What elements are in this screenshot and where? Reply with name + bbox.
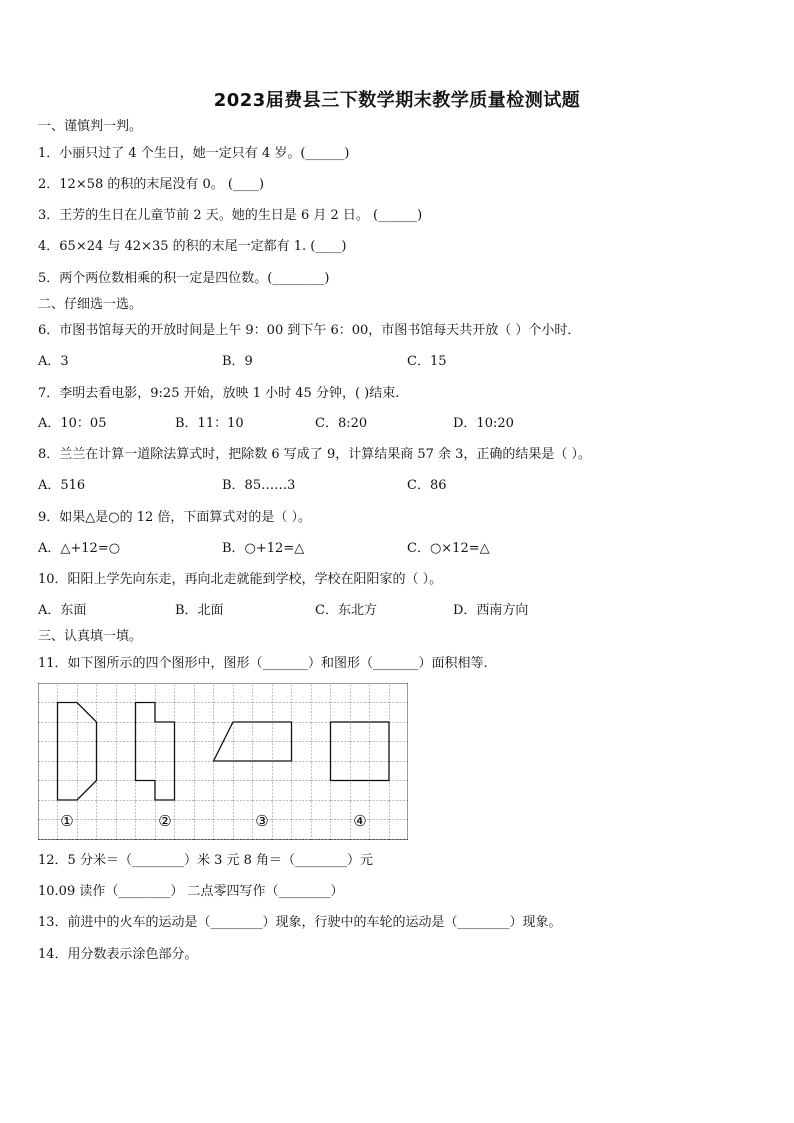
question-8: 8．兰兰在计算一道除法算式时，把除数 6 写成了 9，计算结果商 57 余 3，正确的结果是（ ）。 xyxy=(38,447,592,462)
question-14: 14．用分数表示涂色部分。 xyxy=(38,947,198,962)
question-4: 4．65×24 与 42×35 的积的末尾一定都有 1. (____) xyxy=(38,239,347,254)
section-heading-choose: 二、仔细选一选。 xyxy=(38,297,143,312)
question-9: 9．如果△是○的 12 倍，下面算式对的是（ ）。 xyxy=(38,510,312,525)
question-13: 13．前进中的火车的运动是（________）现象，行驶中的车轮的运动是（________）现象。 xyxy=(38,915,562,930)
q11-grid-figure xyxy=(38,683,408,840)
section-heading-fill: 三、认真填一填。 xyxy=(38,629,143,644)
q7-option-a: A．10：05 xyxy=(38,416,107,431)
q8-option-a: A．516 xyxy=(38,478,86,493)
shape-label-1: ① xyxy=(60,812,74,830)
question-3: 3．王芳的生日在儿童节前 2 天。她的生日是 6 月 2 日。 (______) xyxy=(38,208,423,223)
q6-option-c: C．15 xyxy=(407,354,447,369)
q10-option-d: D．西南方向 xyxy=(453,603,529,618)
q10-option-c: C．东北方 xyxy=(315,603,377,618)
section-heading-judge: 一、谨慎判一判。 xyxy=(38,119,143,134)
q7-option-d: D．10:20 xyxy=(453,416,514,431)
question-12-line-2: 10.09 读作（________） 二点零四写作（________） xyxy=(38,884,344,899)
question-2: 2．12×58 的积的末尾没有 0。 (____) xyxy=(38,177,265,192)
page-title: 2023届费县三下数学期末教学质量检测试题 xyxy=(213,90,581,111)
q8-option-b: B．85……3 xyxy=(222,478,296,493)
shape-label-2: ② xyxy=(158,812,172,830)
q6-option-b: B．9 xyxy=(222,354,253,369)
shape-label-4: ④ xyxy=(353,812,367,830)
question-1: 1．小丽只过了 4 个生日，她一定只有 4 岁。(______) xyxy=(38,146,350,161)
q7-option-b: B．11：10 xyxy=(175,416,244,431)
q6-option-a: A．3 xyxy=(38,354,69,369)
shape-label-3: ③ xyxy=(255,812,269,830)
question-7: 7．李明去看电影，9:25 开始，放映 1 小时 45 分钟，( )结束. xyxy=(38,386,400,401)
q10-option-a: A．东面 xyxy=(38,603,87,618)
q9-option-c: C．○×12=△ xyxy=(407,541,490,556)
q9-option-a: A．△+12=○ xyxy=(38,541,121,556)
q9-option-b: B．○+12=△ xyxy=(222,541,305,556)
q10-option-b: B．北面 xyxy=(175,603,224,618)
question-5: 5．两个两位数相乘的积一定是四位数。(________) xyxy=(38,271,330,286)
grid-svg xyxy=(38,683,408,840)
q7-option-c: C．8:20 xyxy=(315,416,368,431)
question-12-line-1: 12．5 分米＝（________）米 3 元 8 角＝（________）元 xyxy=(38,853,374,868)
question-6: 6．市图书馆每天的开放时间是上午 9：00 到下午 6：00，市图书馆每天共开放（ ）个小时． xyxy=(38,323,581,338)
question-10: 10．阳阳上学先向东走，再向北走就能到学校，学校在阳阳家的（ ）。 xyxy=(38,572,443,587)
q8-option-c: C．86 xyxy=(407,478,447,493)
question-11: 11．如下图所示的四个图形中，图形（_______）和图形（_______）面积相等. xyxy=(38,656,488,671)
